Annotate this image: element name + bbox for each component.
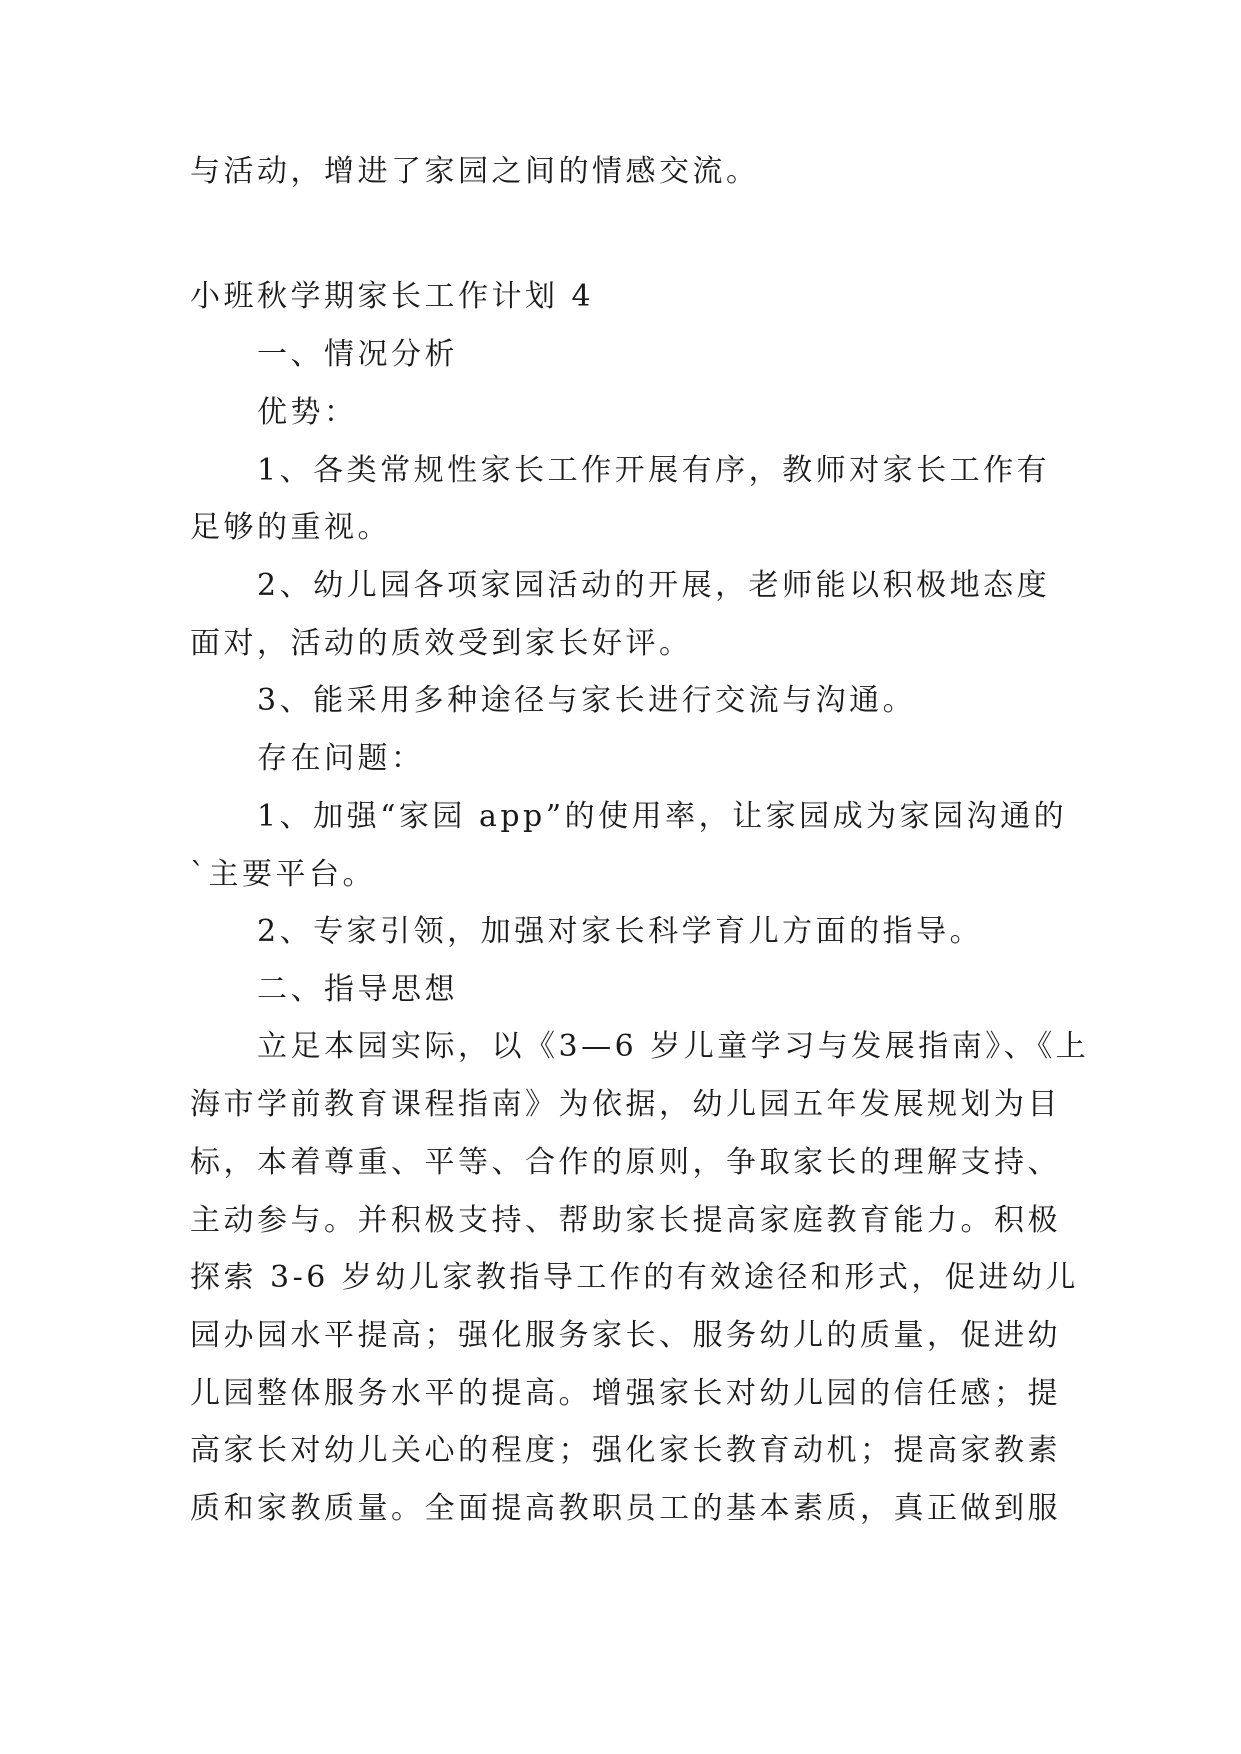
text-line: 3、能采用多种途径与家长进行交流与沟通。: [257, 683, 917, 718]
text-line: 高家长对幼儿关心的程度；强化家长教育动机；提高家教素: [190, 1433, 1061, 1468]
text-line: 立足本园实际，以《3—6 岁儿童学习与发展指南》、《上: [257, 1029, 1090, 1064]
text-line: 园办园水平提高；强化服务家长、服务幼儿的质量，促进幼: [190, 1318, 1061, 1353]
text-line: 标，本着尊重、平等、合作的原则，争取家长的理解支持、: [190, 1145, 1061, 1180]
text-line: 足够的重视。: [190, 510, 391, 545]
text-line: 主动参与。并积极支持、帮助家长提高家庭教育能力。积极: [190, 1203, 1061, 1238]
heading-guiding-ideology: 二、指导思想: [257, 972, 458, 1007]
text-line: 2、幼儿园各项家园活动的开展，老师能以积极地态度: [257, 568, 1051, 603]
heading-situation-analysis: 一、情况分析: [257, 337, 458, 372]
text-line: 探索 3-6 岁幼儿家教指导工作的有效途径和形式，促进幼儿: [190, 1260, 1079, 1295]
text-line: 质和家教质量。全面提高教职员工的基本素质，真正做到服: [190, 1491, 1061, 1526]
text-line: 1、加强“家园 app”的使用率，让家园成为家园沟通的: [257, 799, 1068, 834]
text-line: 儿园整体服务水平的提高。增强家长对幼儿园的信任感；提: [190, 1376, 1061, 1411]
text-line-continuation: 与活动，增进了家园之间的情感交流。: [190, 154, 760, 189]
text-line: 1、各类常规性家长工作开展有序，教师对家长工作有: [257, 453, 1051, 488]
text-line: 2、专家引领，加强对家长科学育儿方面的指导。: [257, 914, 984, 949]
subheading-advantages: 优势：: [257, 395, 358, 430]
text-line: `主要平台。: [190, 857, 376, 892]
text-line: 海市学前教育课程指南》为依据，幼儿园五年发展规划为目: [190, 1087, 1061, 1122]
section-title: 小班秋学期家长工作计划 4: [190, 279, 595, 314]
subheading-problems: 存在问题：: [257, 741, 425, 776]
text-line: 面对，活动的质效受到家长好评。: [190, 626, 693, 661]
